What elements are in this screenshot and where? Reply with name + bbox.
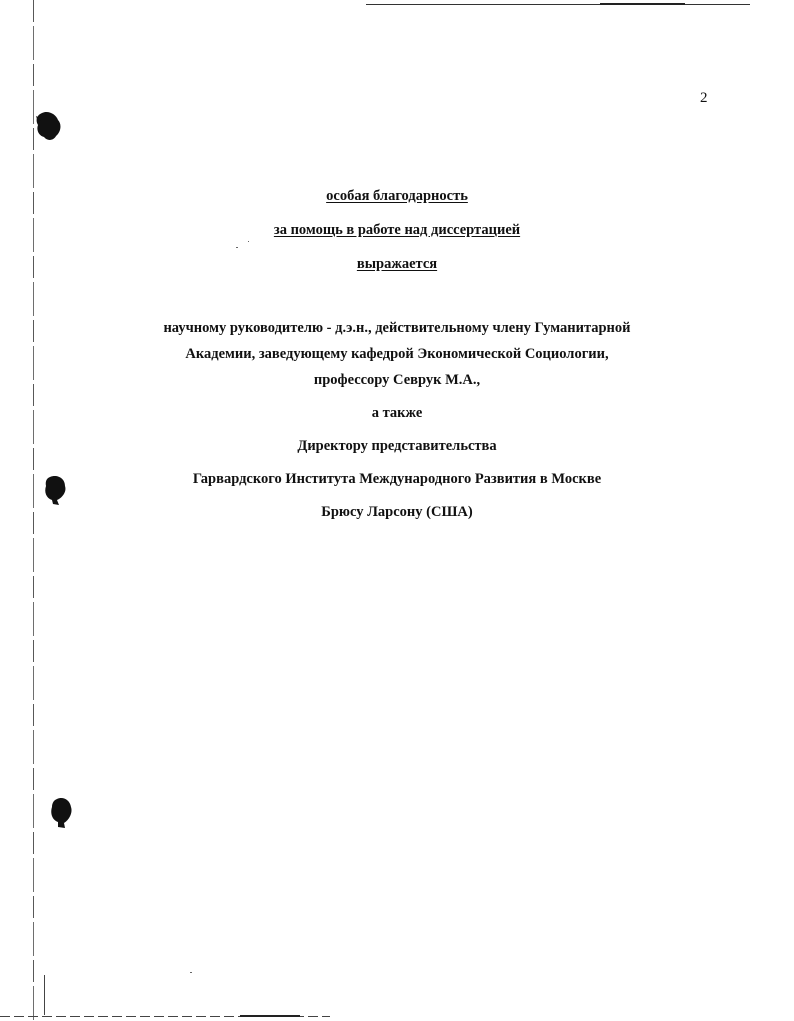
body-line-3: профессору Севрук М.А., [313, 372, 481, 388]
scan-speck [236, 247, 238, 248]
body-line-4: а также [371, 405, 423, 421]
body-line-7: Брюсу Ларсону (США) [321, 504, 473, 520]
heading-line-3: выражается [356, 256, 438, 272]
page-number: 2 [700, 90, 708, 106]
scan-edge-left-lower [44, 975, 45, 1015]
punch-hole-icon [48, 796, 76, 826]
scan-edge-top-mark [600, 3, 685, 5]
body-line-1: научному руководителю - д.э.н., действительному члену Гуманитарной [163, 320, 631, 336]
scan-edge-top [366, 4, 750, 5]
heading-line-1: особая благодарность [326, 188, 468, 204]
heading-line-2: за помощь в работе над диссертацией [273, 222, 521, 238]
body-line-6: Гарвардского Института Международного Развития в Москве [192, 471, 602, 487]
scan-speck [248, 241, 249, 242]
scan-speck [190, 972, 192, 973]
body-line-5: Директору представительства [297, 438, 497, 454]
scan-edge-bottom-mark [240, 1015, 300, 1017]
punch-hole-icon [34, 110, 62, 140]
body-line-2: Академии, заведующему кафедрой Экономической Социологии, [185, 346, 609, 362]
